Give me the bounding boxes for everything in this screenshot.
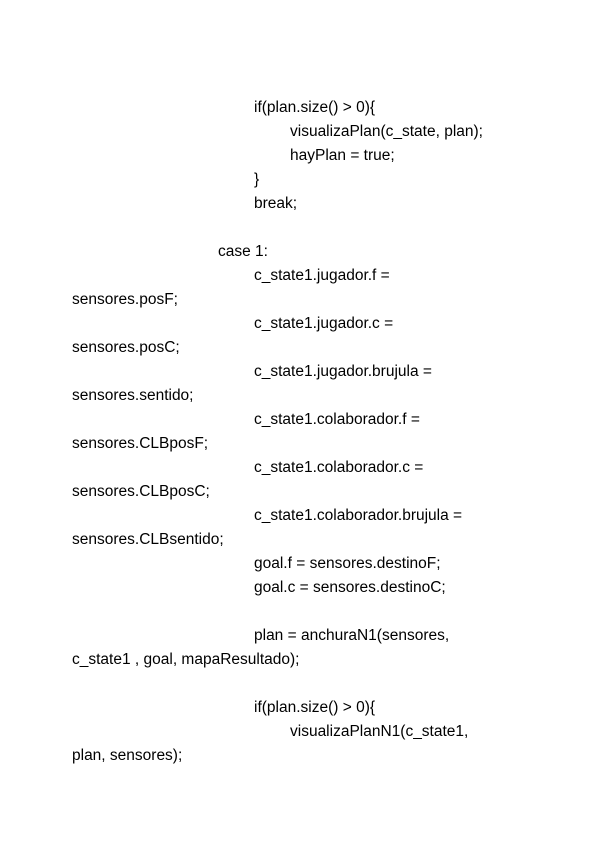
code-line: sensores.CLBposC; [72,483,210,500]
code-line: if(plan.size() > 0){ [254,699,376,716]
code-line: visualizaPlanN1(c_state1, [290,723,469,740]
code-line: plan = anchuraN1(sensores, [254,627,450,644]
code-line: goal.c = sensores.destinoC; [254,579,446,596]
code-line: sensores.sentido; [72,387,194,404]
code-line: sensores.CLBposF; [72,435,209,452]
code-line: c_state1.jugador.f = [254,267,390,284]
code-line: c_state1.jugador.c = [254,315,394,332]
code-line: plan, sensores); [72,747,183,764]
code-line: } [254,171,260,188]
code-line: c_state1.colaborador.brujula = [254,507,463,524]
code-line: sensores.CLBsentido; [72,531,224,548]
code-line: sensores.posF; [72,291,178,308]
code-line: c_state1.colaborador.f = [254,411,420,428]
code-line: visualizaPlan(c_state, plan); [290,123,483,140]
code-line: sensores.posC; [72,339,180,356]
code-line: goal.f = sensores.destinoF; [254,555,441,572]
code-line: c_state1.colaborador.c = [254,459,424,476]
code-line: c_state1.jugador.brujula = [254,363,432,380]
code-line: if(plan.size() > 0){ [254,99,376,116]
code-line: case 1: [218,243,268,260]
code-line: c_state1 , goal, mapaResultado); [72,651,300,668]
code-line: break; [254,195,298,212]
code-line: hayPlan = true; [290,147,395,164]
